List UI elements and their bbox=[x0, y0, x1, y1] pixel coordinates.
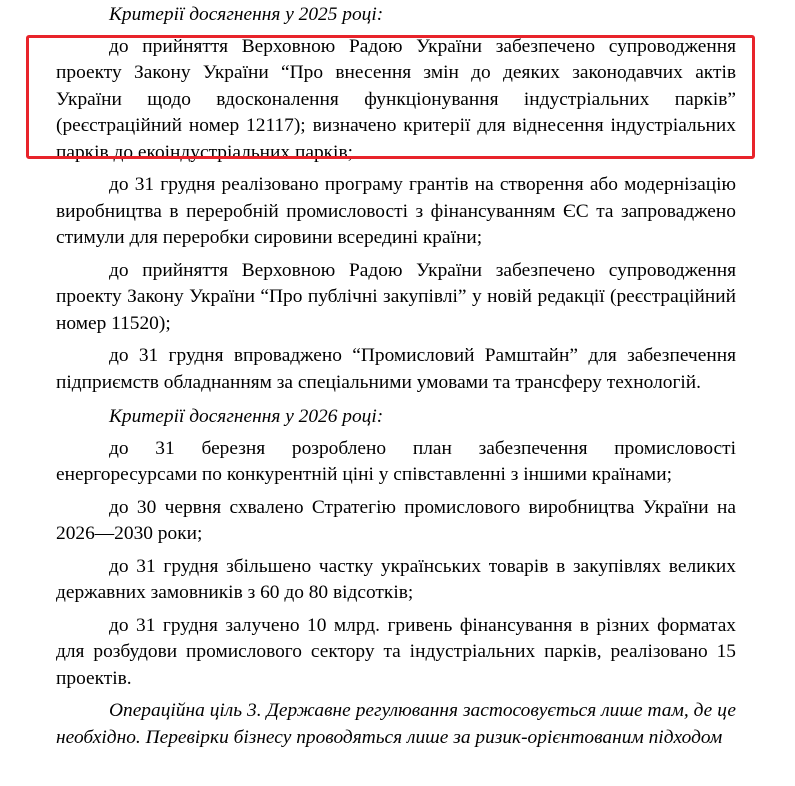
criteria-2026-heading: Критерії досягнення у 2026 році: bbox=[109, 406, 384, 427]
operational-goal-3: Операційна ціль 3. Державне регулювання застосовується лише там, де це необхідно. Перевірки бізнесу проводяться лише за ризик-орієнтованим підходом bbox=[56, 700, 736, 748]
criteria-2026-item: до 31 березня розроблено план забезпечення промисловості енергоресурсами по конкурентній ціні у співставленні з іншими країнами; bbox=[56, 437, 736, 485]
criteria-2025-item: до 31 грудня впроваджено “Промисловий Рамштайн” для забезпечення підприємств обладнанням за спеціальними умовами та трансферу технологій. bbox=[56, 345, 736, 393]
criteria-2025-item: до прийняття Верховною Радою України забезпечено супроводження проекту Закону України “Про публічні закупівлі” у новій редакції (реєстраційний номер 11520); bbox=[56, 259, 736, 334]
criteria-2026-item: до 30 червня схвалено Стратегію промислового виробництва України на 2026—2030 роки; bbox=[56, 496, 736, 544]
criteria-2026-item: до 31 грудня залучено 10 млрд. гривень фінансування в різних форматах для розбудови промислового сектору та індустріальних парків, реалізовано 15 проектів. bbox=[56, 614, 736, 689]
document-body bbox=[56, 0, 736, 751]
criteria-2025-heading: Критерії досягнення у 2025 році: bbox=[109, 4, 384, 25]
criteria-2025-item: до 31 грудня реалізовано програму грантів на створення або модернізацію виробництва в переробній промисловості з фінансуванням ЄС та запроваджено стимули для переробки сировини всередині країни; bbox=[56, 174, 736, 248]
criteria-2025-item: до прийняття Верховною Радою України забезпечено супроводження проекту Закону України “Про внесення змін до деяких законодавчих актів України щодо вдосконалення функціонування індустріальних парків” (реєстраційний номер 12117); визначено критерії для віднесення індустріальних парків до екоіндустріальних парків; bbox=[56, 35, 736, 163]
criteria-2026-item: до 31 грудня збільшено частку українських товарів в закупівлях великих державних замовників з 60 до 80 відсотків; bbox=[56, 555, 736, 603]
